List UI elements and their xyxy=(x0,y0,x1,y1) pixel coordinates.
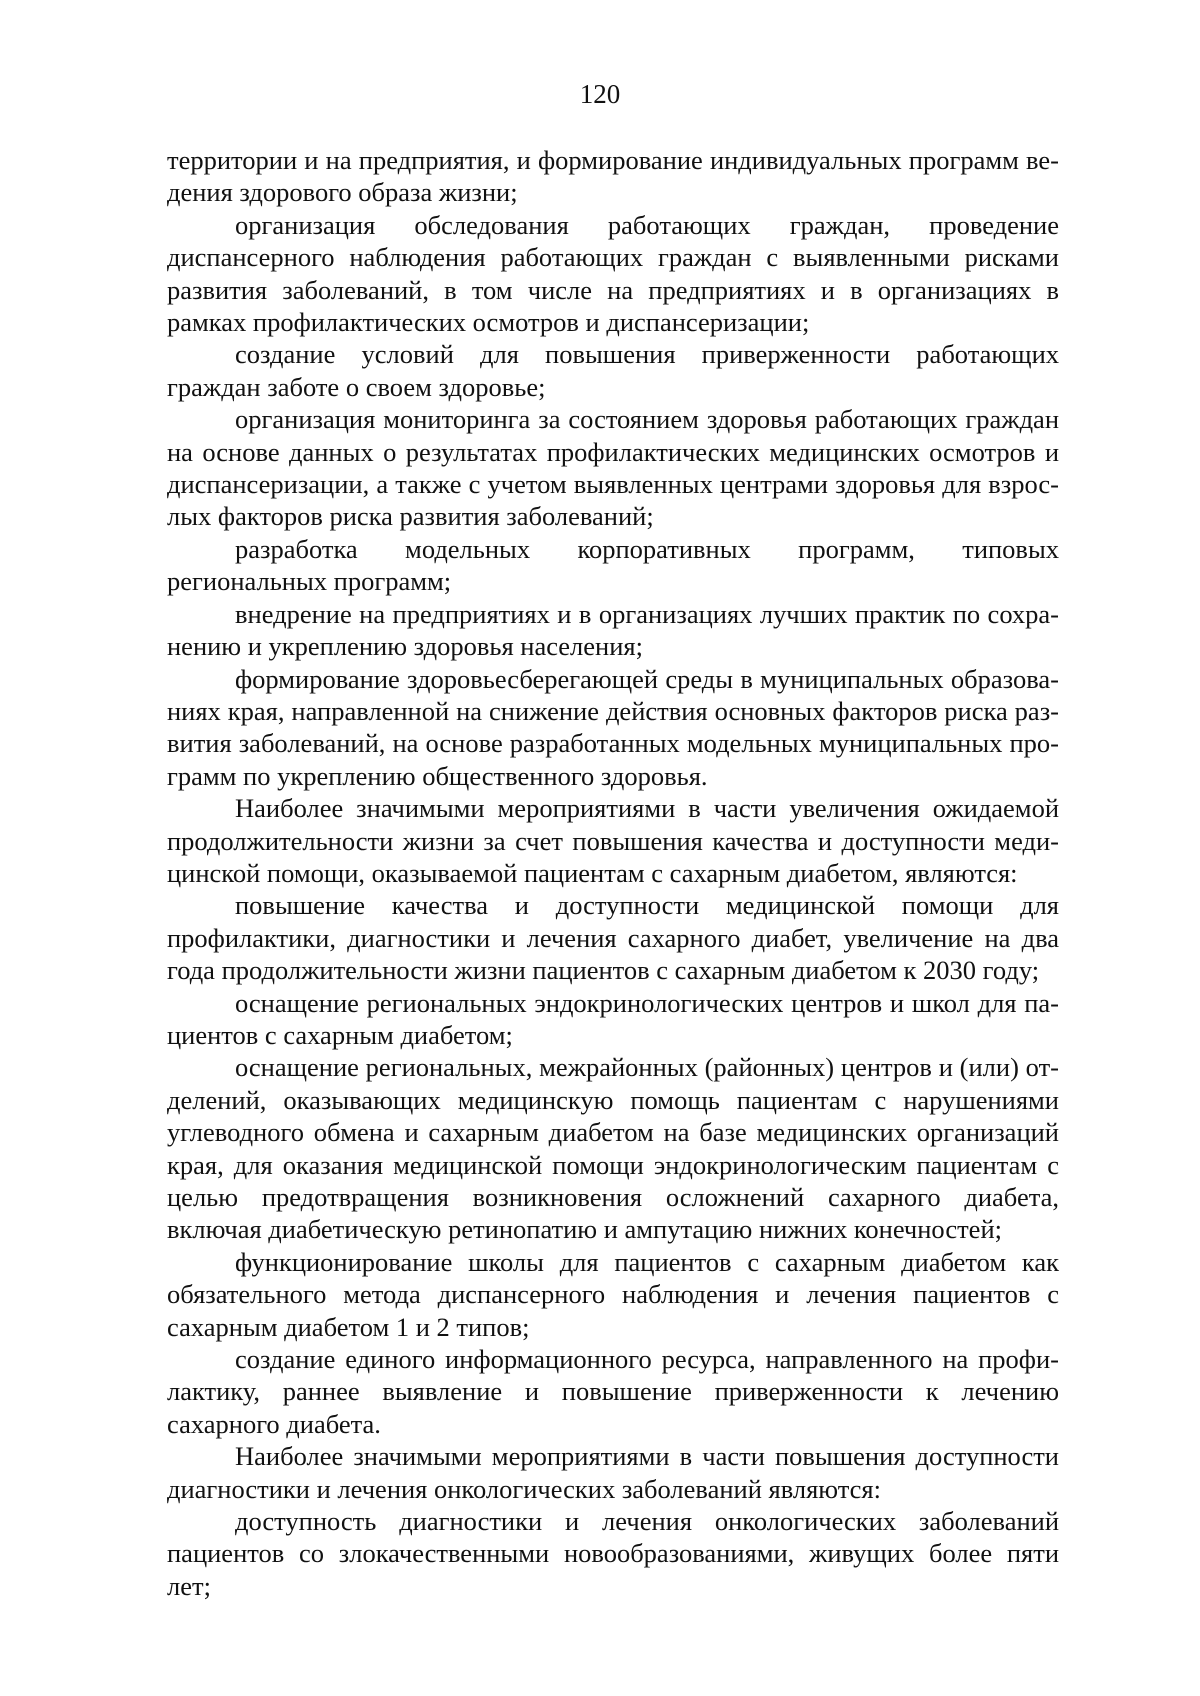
page-number: 120 xyxy=(579,79,621,109)
paragraph-15: доступность диагностики и лечения онкологических заболеваний пациентов со злокачественными новообразованиями, живущих более пяти лет; xyxy=(167,1506,1059,1601)
paragraph-7: формирование здоровьесберегающей среды в муниципальных образованиях края, направленной на снижение действия основных факторов риска развития заболеваний, на основе разработанных модельных муниципальных программ по укреплению общественного здоровья. xyxy=(167,663,1059,791)
paragraph-14: Наиболее значимыми мероприятиями в части повышения доступности диагностики и лечения онкологических заболеваний являются: xyxy=(167,1441,1059,1504)
paragraph-1: территории и на предприятия, и формирование индивидуальных программ ведения здорового образа жизни; xyxy=(167,145,1059,208)
paragraph-8: Наиболее значимыми мероприятиями в части увеличения ожидаемой продолжительности жизни за счет повышения качества и доступности медицинской помощи, оказываемой пациентам с сахарным диабетом, являются: xyxy=(167,793,1059,888)
paragraph-5: разработка модельных корпоративных программ, типовых региональных программ; xyxy=(167,533,1059,597)
paragraph-10: оснащение региональных эндокринологических центров и школ для пациентов с сахарным диабетом; xyxy=(167,987,1059,1050)
paragraph-11: оснащение региональных, межрайонных (районных) центров и (или) отделений, оказывающих медицинскую помощь пациентам с нарушениями углеводного обмена и сахарным диабетом на базе медицинских организаций края, для оказания медицинской помощи эндокринологическим пациентам с целью предотвращения возникновения осложнений сахарного диабета, включая диабетическую ретинопатию и ампутацию нижних конечностей; xyxy=(167,1052,1059,1245)
paragraph-9: повышение качества и доступности медицинской помощи для профилактики, диагностики и лечения сахарного диабет, увеличение на два года продолжительности жизни пациентов с сахарным диабетом к 2030 году; xyxy=(167,890,1059,986)
paragraph-6: внедрение на предприятиях и в организациях лучших практик по сохранению и укреплению здоровья населения; xyxy=(167,598,1059,662)
paragraph-2: организация обследования работающих граждан, проведение диспансерного наблюдения работающих граждан с выявленными рисками развития заболеваний, в том числе на предприятиях и в организациях в рамках профилактических осмотров и диспансеризации; xyxy=(167,209,1059,338)
paragraph-13: создание единого информационного ресурса, направленного на профилактику, раннее выявление и повышение приверженности к лечению сахарного диабета. xyxy=(167,1344,1059,1439)
paragraph-12: функционирование школы для пациентов с сахарным диабетом как обязательного метода диспансерного наблюдения и лечения пациентов с сахарным диабетом 1 и 2 типов; xyxy=(167,1246,1059,1342)
paragraph-3: создание условий для повышения приверженности работающих граждан заботе о своем здоровье; xyxy=(167,339,1059,402)
body-text xyxy=(167,144,1059,1602)
paragraph-4: организация мониторинга за состоянием здоровья работающих граждан на основе данных о результатах профилактических медицинских осмотров и диспансеризации, а также с учетом выявленных центрами здоровья для взрослых факторов риска развития заболеваний; xyxy=(167,404,1059,532)
